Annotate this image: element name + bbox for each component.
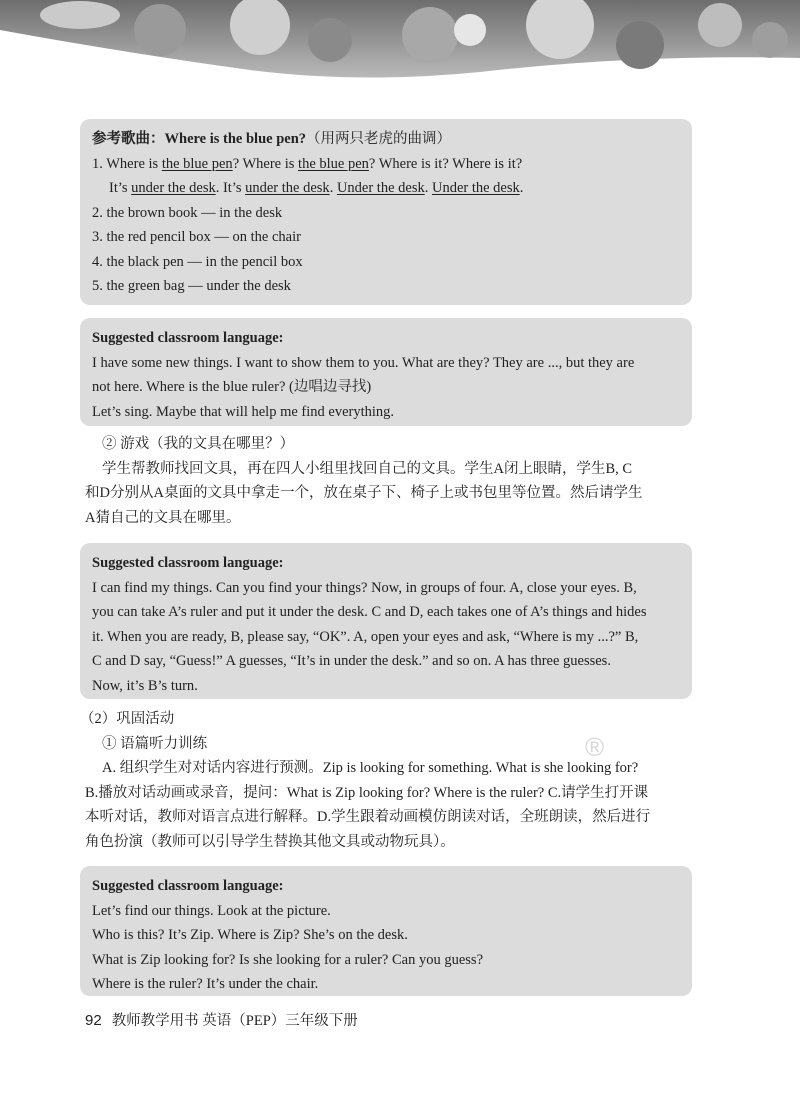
page-footer — [85, 1010, 358, 1032]
box-line: C and D say, “Guess!” A guesses, “It’s in under the desk.” and so on. A has three guesses. — [92, 653, 611, 669]
song-line-1-a: Where is — [106, 155, 162, 172]
box-line: it. When you are ready, B, please say, “OK”. A, open your eyes and ask, “Where is my ...?” B, — [92, 628, 639, 645]
box-heading: Suggested classroom language: — [92, 878, 284, 894]
song-title-note: （用两只老虎的曲调） — [306, 131, 452, 147]
box-line: Who is this? It’s Zip. Where is Zip? She’s on the desk. — [92, 927, 408, 943]
box-line: I can find my things. Can you find your things? Now, in groups of four. A, close your eyes. B, — [92, 579, 637, 596]
section-title: （2）巩固活动 — [80, 711, 175, 727]
game-line: 和D分别从A桌面的文具中拿走一个，放在桌子下、椅子上或书包里等位置。然后请学生 — [85, 485, 643, 501]
song-line-1-u2: the blue pen — [298, 155, 369, 172]
song-item: 4. the black pen — in the pencil box — [92, 253, 303, 270]
classroom-language-box-1 — [80, 318, 692, 426]
box-heading: Suggested classroom language: — [92, 330, 284, 346]
box-line: you can take A’s ruler and put it under the desk. C and D, each takes one of A’s things and hides — [92, 604, 647, 620]
game-section — [85, 432, 695, 530]
header-banner — [0, 0, 800, 95]
box-line: Now, it’s B’s turn. — [92, 677, 198, 694]
game-title: ② 游戏（我的文具在哪里？） — [102, 436, 295, 452]
song-title-prefix: 参考歌曲： — [92, 131, 165, 147]
registered-watermark: ® — [585, 732, 605, 762]
classroom-language-box-3 — [80, 866, 692, 996]
song-line-2-b: . It’s — [215, 180, 246, 196]
section-line: 角色扮演（教师可以引导学生替换其他文具或动物玩具）。 — [85, 833, 455, 850]
song-line-2-u3: Under the desk — [336, 180, 425, 196]
section-line: A. 组织学生对对话内容进行预测。Zip is looking for something. What is she looking for? — [102, 760, 639, 776]
song-line-1 — [92, 152, 680, 177]
song-box — [80, 119, 692, 305]
box-line: Where is the ruler? It’s under the chair. — [92, 976, 319, 992]
floral-banner-image — [0, 0, 800, 95]
section-subtitle: ① 语篇听力训练 — [102, 735, 208, 752]
song-line-2-e: . — [519, 180, 524, 196]
song-line-2-u1: under the desk — [131, 180, 216, 196]
song-line-2-d: . — [424, 180, 432, 196]
song-line-2-a: It’s — [109, 180, 132, 196]
page-number: 92 — [85, 1012, 102, 1029]
box-line: not here. Where is the blue ruler? (边唱边寻找) — [92, 379, 372, 395]
song-line-1-u1: the blue pen — [161, 155, 233, 172]
game-line: 学生帮教师找回文具，再在四人小组里找回自己的文具。学生A闭上眼睛，学生B, C — [102, 460, 633, 477]
song-line-1-c: ? Where is it? Where is it? — [368, 155, 523, 172]
box-line: Let’s sing. Maybe that will help me find everything. — [92, 403, 395, 420]
consolidation-section — [80, 707, 695, 854]
song-title — [92, 127, 680, 152]
classroom-language-box-2 — [80, 543, 692, 699]
book-title: 教师教学用书 英语（PEP）三年级下册 — [111, 1013, 358, 1029]
song-title-en: Where is the blue pen? — [164, 131, 307, 147]
song-item: 3. the red pencil box — on the chair — [92, 229, 301, 245]
song-item: 5. the green bag — under the desk — [92, 278, 291, 294]
box-line: Let’s find our things. Look at the picture. — [92, 902, 331, 919]
game-line: A猜自己的文具在哪里。 — [85, 509, 241, 526]
section-line: 本听对话，教师对语言点进行解释。D.学生跟着动画模仿朗读对话，全班朗读，然后进行 — [85, 809, 651, 825]
song-item: 2. the brown book — in the desk — [92, 204, 283, 221]
song-line-2 — [92, 176, 680, 201]
song-line-2-c: . — [329, 180, 337, 196]
section-line: B.播放对话动画或录音，提问：What is Zip looking for? Where is the ruler? C.请学生打开课 — [85, 784, 649, 801]
song-line-1-num: 1. — [92, 155, 107, 172]
song-line-2-u4: Under the desk — [431, 180, 520, 196]
song-line-2-u2: under the desk — [245, 180, 330, 196]
box-line: I have some new things. I want to show them to you. What are they? They are ..., but they are — [92, 354, 635, 371]
box-line: What is Zip looking for? Is she looking for a ruler? Can you guess? — [92, 951, 484, 968]
box-heading: Suggested classroom language: — [92, 555, 284, 571]
song-line-1-b: ? Where is — [232, 155, 299, 172]
